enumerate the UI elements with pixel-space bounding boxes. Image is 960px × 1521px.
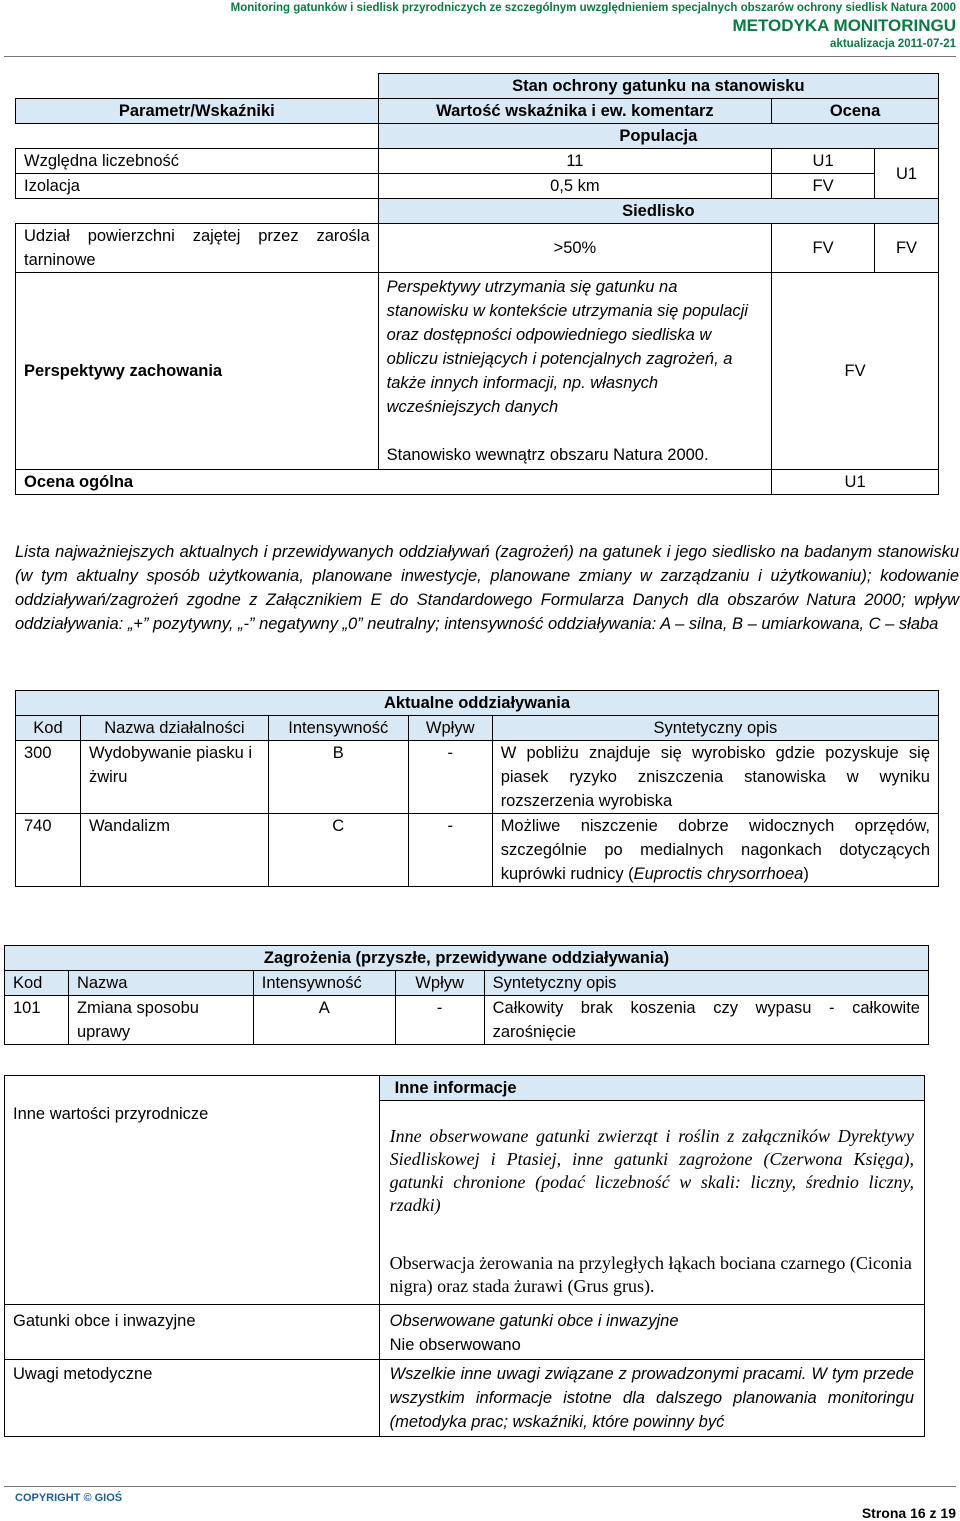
- prospects-rating: FV: [772, 273, 939, 470]
- table-row: [16, 741, 939, 814]
- invasive-label: Gatunki obce i inwazyjne: [5, 1305, 380, 1360]
- footer-page-number: Strona 16 z 19: [861, 1505, 956, 1521]
- threat-effect: -: [395, 996, 484, 1045]
- header-methodology-title: METODYKA MONITORINGU: [732, 16, 956, 35]
- other-info-table: [4, 1075, 925, 1437]
- threats-header-intensity: Intensywność: [253, 971, 395, 996]
- impact-code: 740: [16, 814, 81, 887]
- col-value-header: Wartość wskaźnika i ew. komentarz: [378, 99, 772, 124]
- threat-code: 101: [5, 996, 69, 1045]
- col-param-header: Parametr/Wskaźniki: [16, 99, 379, 124]
- impact-name: Wandalizm: [80, 814, 268, 887]
- invasive-text: Nie obserwowano: [389, 1336, 521, 1354]
- table-row: [16, 814, 939, 887]
- impact-intensity: C: [268, 814, 408, 887]
- habitat-rating: FV: [875, 224, 939, 273]
- threats-header-code: Kod: [5, 971, 69, 996]
- impact-desc-text: Możliwe niszczenie dobrze widocznych oprzędów, szczególnie po medialnych nagonkach dotyczących kuprówki rudnicy (: [500, 817, 930, 883]
- section-population: Populacja: [378, 124, 938, 149]
- header-update-date: aktualizacja 2011-07-21: [830, 38, 956, 50]
- prospects-note: Stanowisko wewnątrz obszaru Natura 2000.: [386, 446, 709, 464]
- threats-title: Zagrożenia (przyszłe, przewidywane oddziaływania): [5, 946, 929, 971]
- other-values-hint: Inne obserwowane gatunki zwierząt i roślin z załączników Dyrektywy Siedliskowej i Ptasiej, inne gatunki zagrożone (Czerwona Księga), gatunki chronione (podać liczebność w skali: liczny, średnio liczny, rzadki): [389, 1126, 914, 1215]
- threats-header-desc: Syntetyczny opis: [484, 971, 928, 996]
- shrub-share-label: Udział powierzchni zajętej przez zarośla tarninowe: [16, 224, 379, 273]
- prospects-label: Perspektywy zachowania: [16, 273, 379, 470]
- rel-abundance-label: Względna liczebność: [16, 149, 379, 174]
- impacts-header-code: Kod: [16, 716, 81, 741]
- threats-header-name: Nazwa: [68, 971, 253, 996]
- population-rating: U1: [875, 149, 939, 199]
- rel-abundance-value: 11: [378, 149, 772, 174]
- overall-rating: U1: [772, 470, 939, 495]
- other-values-text: Obserwacja żerowania na przyległych łąkach bociana czarnego (Ciconia nigra) oraz stada żurawi (Grus grus).: [389, 1253, 912, 1296]
- header-divider: [4, 56, 956, 57]
- impact-desc: W pobliżu znajduje się wyrobisko gdzie pozyskuje się piasek ryzyko zniszczenia stanowiska w wyniku rozszerzenia wyrobiska: [492, 741, 938, 814]
- isolation-label: Izolacja: [16, 174, 379, 199]
- notes-text: Wszelkie inne uwagi związane z prowadzonymi pracami. W tym przede wszystkim informacje istotne dla dalszego planowania monitoringu (metodyka prac; wskaźniki, które powinny być: [379, 1360, 924, 1437]
- overall-label: Ocena ogólna: [16, 470, 772, 495]
- impacts-legend: Lista najważniejszych aktualnych i przewidywanych oddziaływań (zagrożeń) na gatunek i jego siedlisko na badanym stanowisku (w tym aktualny sposób użytkowania, planowane inwestycje, planowane zmiany w zarządzaniu i użytkowaniu); kodowanie oddziaływań/zagrożeń zgodne z Załącznikiem E do Standardowego Formularza Danych dla obszarów Natura 2000; wpływ oddziaływania: „+” pozytywny, „-” negatywny „0” neutralny; intensywność oddziaływania: A – silna, B – umiarkowana, C – słaba: [15, 543, 959, 633]
- other-values-label: Inne wartości przyrodnicze: [5, 1076, 380, 1305]
- section-habitat: Siedlisko: [378, 199, 938, 224]
- impact-intensity: B: [268, 741, 408, 814]
- footer-divider: [4, 1486, 956, 1487]
- impact-code: 300: [16, 741, 81, 814]
- header-series-title: Monitoring gatunków i siedlisk przyrodniczych ze szczególnym uwzględnieniem specjalnych obszarów ochrony siedlisk Natura 2000: [230, 2, 956, 14]
- other-info-title: Inne informacje: [379, 1076, 924, 1101]
- threat-desc: Całkowity brak koszenia czy wypasu - całkowite zarośnięcie: [484, 996, 928, 1045]
- impact-effect: -: [408, 741, 492, 814]
- conservation-status-table: [15, 73, 939, 495]
- footer-copyright: COPYRIGHT © GIOŚ: [15, 1492, 123, 1504]
- table-row: [5, 996, 929, 1045]
- prospects-description: Perspektywy utrzymania się gatunku na stanowisku w kontekście utrzymania się populacji oraz dostępności odpowiedniego siedliska w obliczu istniejących i potencjalnych zagrożeń, a także innych informacji, np. własnych wcześniejszych danych: [386, 278, 748, 416]
- impact-effect: -: [408, 814, 492, 887]
- invasive-hint: Obserwowane gatunki obce i inwazyjne: [389, 1312, 679, 1330]
- impacts-header-effect: Wpływ: [408, 716, 492, 741]
- impacts-header-desc: Syntetyczny opis: [492, 716, 938, 741]
- impacts-title: Aktualne oddziaływania: [16, 691, 939, 716]
- col-rating-header: Ocena: [772, 99, 939, 124]
- prospects-cell: [378, 273, 772, 470]
- other-values-cell: [379, 1101, 924, 1305]
- impact-name: Wydobywanie piasku i żwiru: [80, 741, 268, 814]
- threats-table: [4, 945, 929, 1045]
- threat-name: Zmiana sposobu uprawy: [68, 996, 253, 1045]
- current-impacts-table: [15, 690, 939, 887]
- impacts-header-name: Nazwa działalności: [80, 716, 268, 741]
- threat-intensity: A: [253, 996, 395, 1045]
- shrub-share-value: >50%: [378, 224, 772, 273]
- impact-desc: [492, 814, 938, 887]
- invasive-cell: [379, 1305, 924, 1360]
- threats-header-effect: Wpływ: [395, 971, 484, 996]
- impacts-header-intensity: Intensywność: [268, 716, 408, 741]
- rel-abundance-rating: U1: [772, 149, 875, 174]
- shrub-share-rating: FV: [772, 224, 875, 273]
- notes-label: Uwagi metodyczne: [5, 1360, 380, 1437]
- conservation-title: Stan ochrony gatunku na stanowisku: [378, 74, 938, 99]
- impact-desc-close: ): [803, 865, 809, 883]
- impact-desc-species: Euproctis chrysorrhoea: [633, 865, 804, 883]
- isolation-rating: FV: [772, 174, 875, 199]
- isolation-value: 0,5 km: [378, 174, 772, 199]
